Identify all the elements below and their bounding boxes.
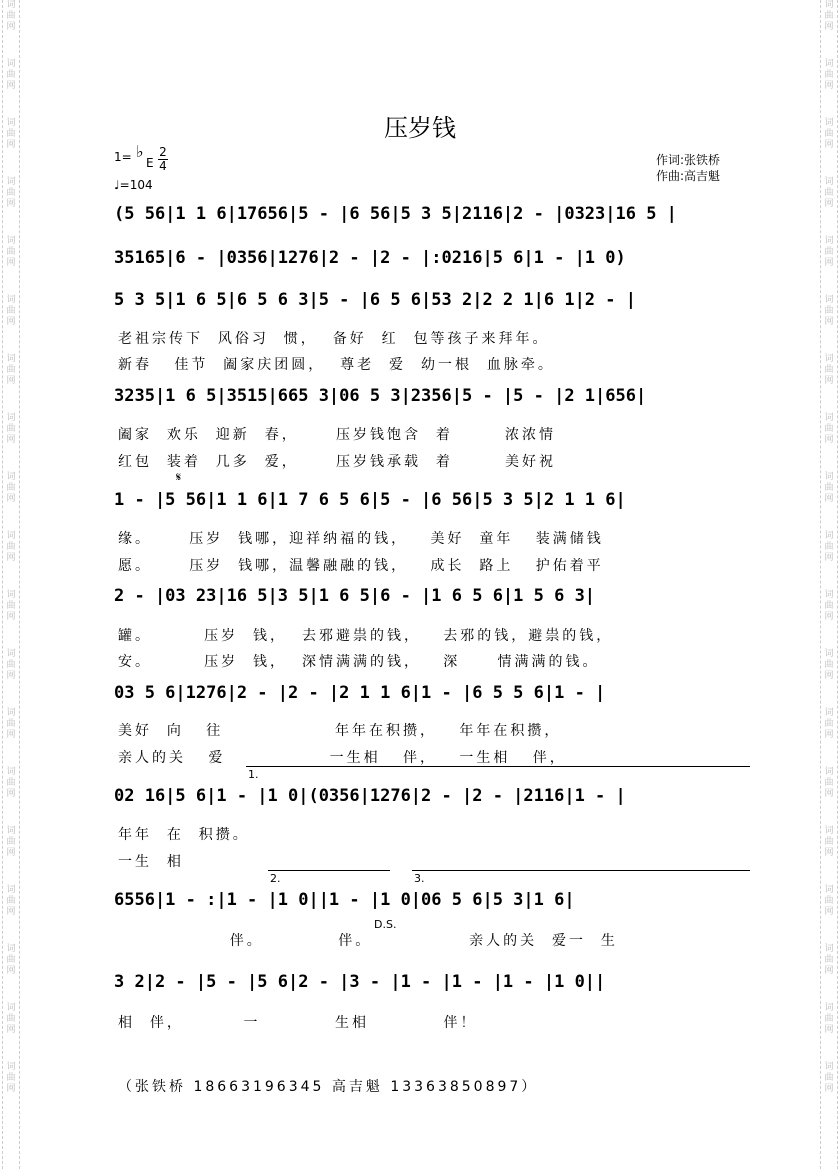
watermark-text: 词 曲 网 [6, 649, 16, 681]
watermark-right [820, 0, 838, 1169]
lyric-line: 红包 装着 几多 爱， 压岁钱承载 着 美好祝 [118, 454, 557, 470]
watermark-text: 词 曲 网 [6, 826, 16, 858]
volta-bracket [246, 766, 750, 767]
watermark-text: 词 曲 网 [6, 531, 16, 563]
watermark-text: 词 曲 网 [824, 649, 834, 681]
watermark-text: 词 曲 网 [6, 59, 16, 91]
watermark-text: 词 曲 网 [824, 177, 834, 209]
lyric-line: 相 伴， 一 生相 伴！ [118, 1015, 478, 1031]
notation-row-9: 6556|1 - :|1 - |1 0||1 - |1 0|06 5 6|5 3|1 6| [114, 890, 575, 910]
watermark-text: 词 曲 网 [6, 118, 16, 150]
notation-row-3: 5 3 5|1 6 5|6 5 6 3|5 - |6 5 6|53 2|2 2 1|6 1|2 - | [114, 290, 636, 310]
song-title: 压岁钱 [384, 114, 456, 142]
notation-row-2: 35165|6 - |0356|1276|2 - |2 - |:0216|5 6|1 - |1 0) [114, 248, 626, 268]
notation-row-7: 03 5 6|1276|2 - |2 - |2 1 1 6|1 - |6 5 5 6|1 - | [114, 683, 606, 703]
flat-sign: ♭ [136, 142, 144, 161]
lyric-line: 安。 压岁 钱， 深情满满的钱， 深 情满满的钱。 [118, 654, 600, 670]
watermark-text: 词 曲 网 [824, 944, 834, 976]
notation-row-6: 2 - |03 23|16 5|3 5|1 6 5|6 - |1 6 5 6|1 5 6 3| [114, 586, 596, 606]
ds-mark: D.S. [374, 918, 397, 931]
watermark-text: 词 曲 网 [824, 590, 834, 622]
watermark-text: 词 曲 网 [824, 236, 834, 268]
watermark-text: 词 曲 网 [824, 472, 834, 504]
volta-bracket [268, 870, 390, 871]
watermark-text: 词 曲 网 [6, 885, 16, 917]
lyric-line: 年年 在 积攒。 [118, 827, 250, 843]
watermark-text: 词 曲 网 [824, 531, 834, 563]
watermark-text: 词 曲 网 [6, 767, 16, 799]
watermark-text: 词 曲 网 [824, 354, 834, 386]
composer-credit: 作曲:高吉魁 [656, 169, 721, 183]
volta-third: 3. [414, 872, 425, 885]
notation-row-4: 3235|1 6 5|3515|665 3|06 5 3|2356|5 - |5 - |2 1|656| [114, 386, 647, 406]
lyricist-credit: 作词:张铁桥 [656, 153, 721, 167]
key-signature [114, 142, 154, 170]
watermark-text: 词 曲 网 [6, 590, 16, 622]
credits [656, 152, 720, 184]
time-signature-bottom: 4 [159, 159, 167, 173]
watermark-text: 词 曲 网 [6, 1062, 16, 1094]
lyric-line: 一生 相 [118, 854, 184, 870]
notation-row-8: 02 16|5 6|1 - |1 0|(0356|1276|2 - |2 - |2116|1 - | [114, 786, 626, 806]
watermark-text: 词 曲 网 [824, 885, 834, 917]
watermark-text: 词 曲 网 [824, 1003, 834, 1035]
watermark-text: 词 曲 网 [6, 295, 16, 327]
watermark-text: 词 曲 网 [6, 354, 16, 386]
volta-second: 2. [270, 872, 281, 885]
lyric-line: 伴。 伴。 亲人的关 爱一 生 [118, 933, 618, 949]
lyric-line: 老祖宗传下 风俗习 惯， 备好 红 包等孩子来拜年。 [118, 331, 550, 347]
watermark-text: 词 曲 网 [6, 472, 16, 504]
time-signature [158, 146, 168, 173]
lyric-line: 罐。 压岁 钱， 去邪避祟的钱， 去邪的钱，避祟的钱， [118, 628, 614, 644]
lyric-line: 愿。 压岁 钱哪，温馨融融的钱， 成长 路上 护佑着平 [118, 558, 604, 574]
watermark-text: 词 曲 网 [6, 708, 16, 740]
notation-row-10: 3 2|2 - |5 - |5 6|2 - |3 - |1 - |1 - |1 - |1 0|| [114, 972, 606, 992]
watermark-text: 词 曲 网 [6, 413, 16, 445]
lyric-line: 新春 佳节 阖家庆团圆， 尊老 爱 幼一根 血脉牵。 [118, 357, 555, 373]
watermark-text: 词 曲 网 [824, 0, 834, 32]
watermark-left [2, 0, 20, 1169]
watermark-text: 词 曲 网 [6, 0, 16, 32]
watermark-text: 词 曲 网 [824, 59, 834, 91]
watermark-text: 词 曲 网 [824, 1062, 834, 1094]
watermark-text: 词 曲 网 [824, 413, 834, 445]
watermark-text: 词 曲 网 [824, 767, 834, 799]
lyric-line: 缘。 压岁 钱哪，迎祥纳福的钱， 美好 童年 装满储钱 [118, 531, 604, 547]
notation-row-5: 1 - |5 56|1 1 6|1 7 6 5 6|5 - |6 56|5 3 5|2 1 1 6| [114, 490, 626, 510]
watermark-text: 词 曲 网 [6, 944, 16, 976]
lyric-line: 阖家 欢乐 迎新 春， 压岁钱饱含 着 浓浓情 [118, 427, 557, 443]
segno-mark: 𝄋 [176, 470, 182, 484]
tempo-mark: ♩=104 [114, 178, 153, 192]
time-signature-top: 2 [159, 145, 167, 159]
lyric-line: 亲人的关 爱 一生相 伴， 一生相 伴， [118, 750, 567, 766]
notation-row-1: (5 56|1 1 6|17656|5 - |6 56|5 3 5|2116|2 - |0323|16 5 | [114, 204, 677, 224]
volta-first: 1. [248, 768, 259, 781]
watermark-text: 词 曲 网 [824, 826, 834, 858]
watermark-text: 词 曲 网 [824, 295, 834, 327]
watermark-text: 词 曲 网 [6, 1003, 16, 1035]
contact-info: （张铁桥 18663196345 高吉魁 13363850897） [118, 1079, 539, 1095]
watermark-text: 词 曲 网 [824, 118, 834, 150]
watermark-text: 词 曲 网 [824, 708, 834, 740]
watermark-text: 词 曲 网 [6, 236, 16, 268]
volta-bracket [412, 870, 750, 871]
key-prefix: 1= [114, 150, 132, 164]
watermark-text: 词 曲 网 [6, 177, 16, 209]
lyric-line: 美好 向 往 年年在积攒， 年年在积攒， [118, 723, 562, 739]
key-note: E [146, 156, 154, 170]
